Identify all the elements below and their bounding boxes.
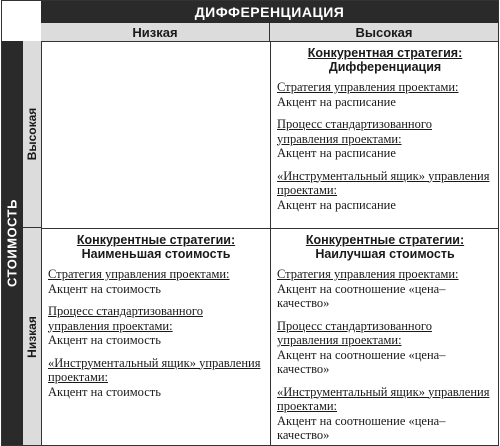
list-item <box>48 304 264 348</box>
item-detail: Акцент на расписание <box>277 146 396 160</box>
strategy-title-line1: Конкурентная стратегия: <box>307 46 463 60</box>
item-heading: Процесс стандартизованного управления проектами: <box>277 117 432 146</box>
row-header-low <box>23 228 42 445</box>
list-item <box>277 169 493 213</box>
item-heading: Процесс стандартизованного управления проектами: <box>48 304 203 333</box>
strategy-title <box>277 233 493 261</box>
list-item <box>277 385 493 443</box>
cell-low-cost-low-diff <box>42 228 270 446</box>
strategy-title-line1: Конкурентные стратегии: <box>305 233 465 247</box>
item-detail: Акцент на соотношение «цена–качество» <box>277 347 446 376</box>
item-heading: «Инструментальный ящик» управления проектами: <box>277 384 490 413</box>
strategy-title-line1: Конкурентные стратегии: <box>76 233 236 247</box>
row-header-low-label: Низкая <box>25 315 39 358</box>
strategy-title-line2: Дифференциация <box>328 60 442 74</box>
list-item <box>48 356 264 400</box>
item-detail: Акцент на расписание <box>277 94 396 109</box>
list-item <box>277 267 493 311</box>
list-item <box>277 117 493 161</box>
row-header-high <box>23 41 42 228</box>
column-header-high <box>270 23 498 42</box>
column-header-low <box>41 23 270 42</box>
item-detail: Акцент на стоимость <box>48 333 161 347</box>
item-detail: Акцент на стоимость <box>48 384 161 399</box>
cell-low-cost-high-diff <box>270 228 499 446</box>
column-header-low-label: Низкая <box>132 24 178 40</box>
item-detail: Акцент на расписание <box>277 197 396 212</box>
cost-header <box>1 41 23 445</box>
strategy-title <box>48 233 264 261</box>
strategy-title <box>277 46 493 74</box>
item-heading: «Инструментальный ящик» управления проектами: <box>277 168 490 197</box>
row-header-high-label: Высокая <box>25 107 39 161</box>
differentiation-header <box>41 1 498 23</box>
item-heading: «Инструментальный ящик» управления проектами: <box>48 355 261 384</box>
list-item <box>277 319 493 377</box>
item-heading: Стратегия управления проектами: <box>277 80 459 94</box>
item-detail: Акцент на стоимость <box>48 281 161 296</box>
column-header-high-label: Высокая <box>355 24 413 40</box>
strategy-title-line2: Наименьшая стоимость <box>81 247 231 261</box>
item-detail: Акцент на соотношение «цена–качество» <box>277 281 446 310</box>
item-heading: Стратегия управления проектами: <box>48 267 230 281</box>
differentiation-header-label: ДИФФЕРЕНЦИАЦИЯ <box>194 4 345 20</box>
cost-header-label: СТОИМОСТЬ <box>4 199 20 287</box>
list-item <box>48 267 264 296</box>
item-detail: Акцент на соотношение «цена–качество» <box>277 413 446 442</box>
item-heading: Стратегия управления проектами: <box>277 267 459 281</box>
strategy-title-line2: Наилучшая стоимость <box>315 247 455 261</box>
cell-high-cost-low-diff <box>42 42 270 228</box>
item-heading: Процесс стандартизованного управления проектами: <box>277 318 432 347</box>
cell-high-cost-high-diff <box>270 42 499 228</box>
list-item <box>277 80 493 109</box>
